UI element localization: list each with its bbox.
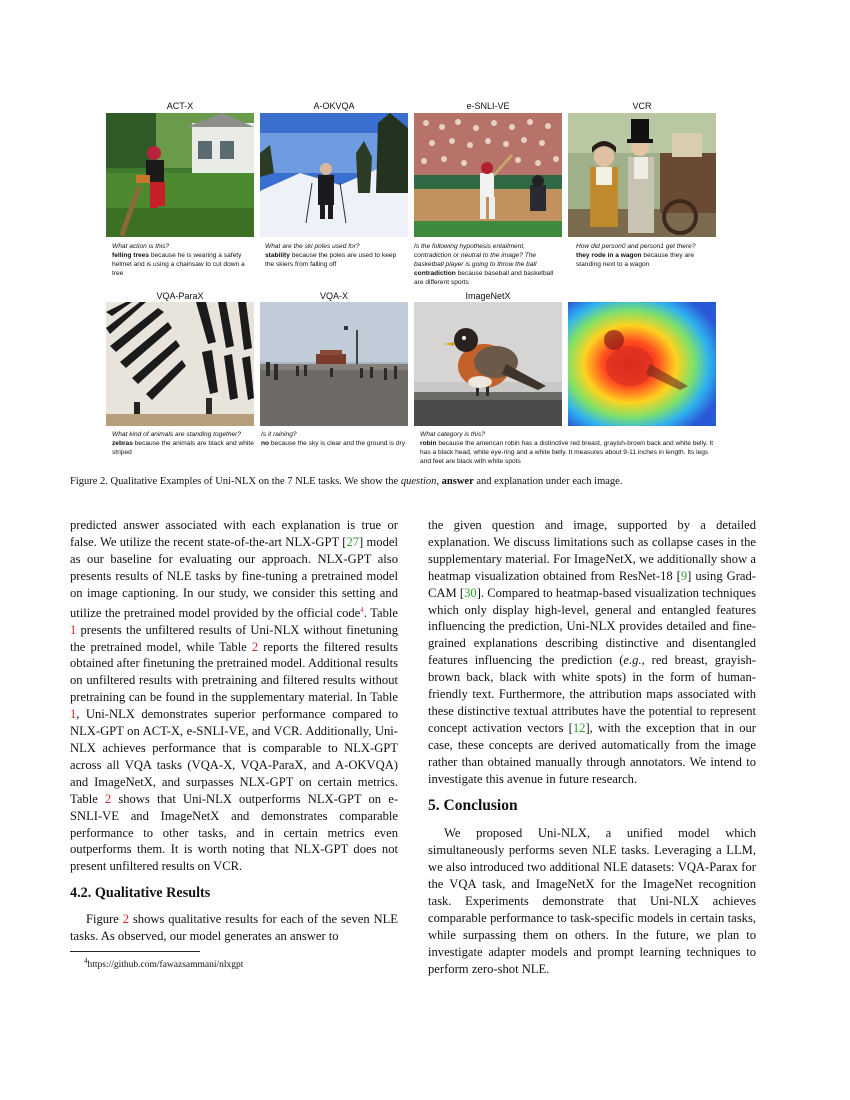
explanation-actx: because he is wearing a safety helmet and is using a chainsaw to cut down a tree	[112, 252, 245, 277]
footnote-link[interactable]: 4	[360, 605, 364, 614]
question-vqax: Is it raining?	[261, 431, 297, 438]
left-paragraph-2	[70, 911, 398, 945]
answer-vcr: they rode in a wagon	[576, 252, 644, 259]
text-run: ] model as our baseline for evaluating our approach. NLX-GPT also presents results of NLE tasks by fine-tuning a pretrained model on image captioning. In our study, we consider this setting and utilize the pretrained model provided by the official code	[70, 534, 398, 620]
caption-answer-word: answer	[441, 476, 474, 487]
caption-imagenetx	[420, 430, 716, 466]
panel-title-imagenetx: ImageNetX	[465, 291, 511, 301]
question-actx: What action is this?	[112, 243, 170, 250]
caption-vqax	[261, 430, 409, 448]
explanation-vqaparax: because the animals are black and white striped	[112, 440, 254, 456]
table-link[interactable]: 2	[251, 639, 259, 654]
explanation-aokvqa: because the poles are used to keep the skiers from falling off	[265, 252, 397, 268]
caption-aokvqa	[265, 242, 407, 269]
answer-actx: felling trees	[112, 252, 151, 259]
panel-title-esnlive: e-SNLI-VE	[466, 101, 510, 111]
eg-abbrev: e.g.,	[623, 653, 645, 668]
caption-suffix: and explanation under each image.	[473, 476, 623, 487]
text-run: the given question and image, supported by a detailed explanation. We discuss limitations such as collapse cases in the supplementary material. For ImageNetX, we additionally show a heatmap visualization obtained from ResNet-18 [	[428, 518, 756, 583]
left-paragraph-1	[70, 517, 398, 875]
image-vqaparax	[106, 302, 254, 426]
caption-esnlive	[414, 242, 564, 287]
citation-link[interactable]: 9	[680, 568, 688, 583]
question-vqaparax: What kind of animals are standing together?	[112, 431, 242, 438]
caption-question-word: question	[400, 476, 437, 487]
right-paragraph-1	[428, 517, 756, 788]
text-run: Figure	[86, 912, 123, 927]
text-run: ] using Grad-CAM [	[428, 568, 757, 600]
figure-caption	[70, 475, 790, 488]
right-column	[428, 517, 756, 978]
explanation-vcr: because they are standing next to a wagon	[576, 252, 695, 268]
table-link[interactable]: 1	[70, 622, 77, 637]
text-run: . Table	[363, 605, 398, 620]
panel-title-vcr: VCR	[632, 101, 652, 111]
text-run: red breast, grayish-brown back, black with white spots) in the form of human-friendly text. Furthermore, the attribution maps associated with these distinctive textual attributes have the potential to represent concept activation vectors [	[428, 653, 756, 735]
citation-link[interactable]: 27	[346, 534, 360, 549]
answer-esnlive: contradiction	[414, 270, 458, 277]
citation-link[interactable]: 12	[572, 720, 586, 735]
explanation-imagenetx: because the american robin has a distinctive red breast, grayish-brown back and white belly. It has a black head, white eye-ring and a white belly. It measures about 9-11 inches in length. Its legs and feet are black with white spots	[420, 440, 714, 465]
section-heading-qualitative: 4.2. Qualitative Results	[70, 885, 211, 902]
caption-actx	[112, 242, 254, 278]
citation-link[interactable]: 30	[464, 585, 477, 600]
caption-vqaparax	[112, 430, 260, 457]
text-run: ]. Compared to heatmap-based visualization techniques which only display high-level, general and entangled features influencing the prediction, Uni-NLX provides detailed and fine-grained explanations describing distinctive and disentangled features influencing the prediction (	[428, 585, 756, 668]
question-imagenetx: What category is this?	[420, 431, 485, 438]
image-vcr	[568, 113, 716, 237]
section-heading-conclusion: 5. Conclusion	[428, 796, 518, 814]
left-column	[70, 517, 398, 971]
question-vcr: How did person0 and person1 get there?	[576, 243, 696, 250]
question-esnlive: Is the following hypothesis entailment, contradiction or neutral to the image? The basketball player is going to throw the ball	[414, 243, 537, 268]
answer-aokvqa: stability	[265, 252, 292, 259]
figure-link[interactable]: 2	[122, 912, 130, 927]
caption-comma: ,	[436, 476, 442, 487]
text-run: presents the unfiltered results of Uni-NLX without finetuning the pretrained model, while Table	[70, 622, 398, 654]
right-paragraph-2: We proposed Uni-NLX, a unified model which simultaneously performs seven NLE tasks. Leveraging a LLM, we also introduced two additional NLE datasets: VQA-Parax for the VQA task, and ImageNetX for the ImageNet recognition task. Experiments demonstrate that Uni-NLX achieves comparable performance to task-specific models in certain tasks, while surpassing them on others. In the future, we plan to investigate adapter models and prompt learning techniques to perform zero-shot NLE.	[428, 826, 756, 976]
image-imagenetx	[414, 302, 562, 426]
table-link[interactable]: 2	[104, 791, 112, 806]
caption-vcr	[576, 242, 718, 269]
caption-prefix: Figure 2. Qualitative Examples of Uni-NLX on the 7 NLE tasks. We show the	[70, 476, 401, 487]
answer-vqaparax: zebras	[112, 440, 135, 447]
image-esnlive	[414, 113, 562, 237]
footnote-url[interactable]: https://github.com/fawazsammani/nlxgpt	[87, 960, 244, 971]
panel-title-vqax: VQA-X	[319, 291, 348, 301]
text-run: , Uni-NLX demonstrates superior performance compared to NLX-GPT on ACT-X, e-SNLI-VE, and VCR. Additionally, Uni-NLX achieves performance that is comparable to NLX-GPT across all VQA tasks (VQA-X, VQA-ParaX, and A-OKVQA) and ImageNetX, and surpasses NLX-GPT on certain metrics. Table	[70, 707, 398, 806]
panel-title-vqaparax: VQA-ParaX	[156, 291, 204, 301]
footnote-mark: 4	[84, 956, 88, 965]
text-run: ], with the exception that in our case, these concepts are derived automatically from the image rather than obtained manually through annotators. We intend to investigate this avenue in future research.	[428, 720, 756, 786]
text-run: shows qualitative results for each of the seven NLE tasks. As observed, our model generates an answer to	[70, 912, 398, 944]
panel-title-actx: ACT-X	[166, 101, 194, 111]
image-aokvqa	[260, 113, 408, 237]
image-heatmap	[568, 302, 716, 426]
panel-title-aokvqa: A-OKVQA	[313, 101, 355, 111]
image-actx	[106, 113, 254, 237]
explanation-vqax: because the sky is clear and the ground is dry	[270, 440, 406, 447]
footnote-divider	[70, 951, 200, 952]
text-run: reports the filtered results obtained after finetuning the pretrained model. Additional results on unfiltered results with pretraining and filtered results without pretraining can be found in the supplementary material. In Table	[70, 639, 398, 705]
answer-imagenetx: robin	[420, 440, 439, 447]
explanation-esnlive: because baseball and basketball are different sports	[414, 270, 554, 286]
question-aokvqa: What are the ski poles used for?	[265, 243, 360, 250]
text-run: shows that Uni-NLX outperforms NLX-GPT on e-SNLI-VE and ImageNetX and demonstrates comparable performance to other tasks, and in certain metrics even outperforms them. It is worth noting that NLX-GPT does not present unfiltered results on VCR.	[70, 791, 399, 874]
table-link[interactable]: 1	[70, 707, 77, 722]
text-run: predicted answer associated with each explanation is true or false. We utilize the recent state-of-the-art NLX-GPT [	[70, 518, 398, 549]
footnote	[70, 955, 398, 971]
answer-vqax: no	[261, 440, 271, 447]
image-vqax	[260, 302, 408, 426]
